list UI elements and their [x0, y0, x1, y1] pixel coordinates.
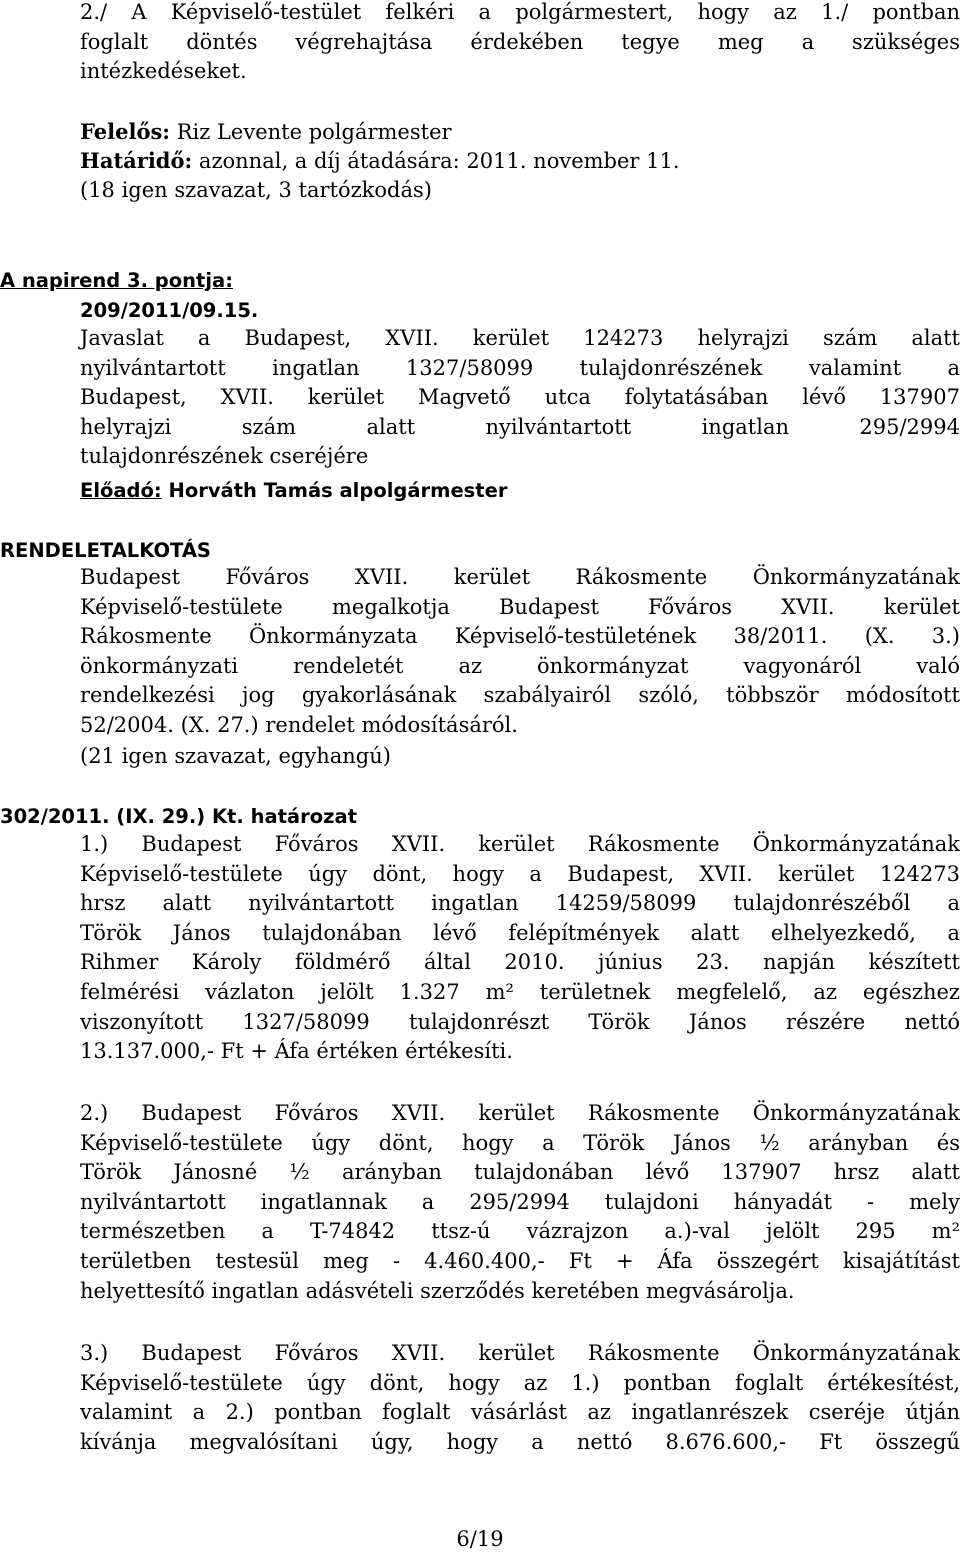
text-line: felmérési vázlaton jelölt 1.327 m² területnek megfelelő, az egészhez — [80, 979, 960, 1004]
resolution-heading: 302/2011. (IX. 29.) Kt. határozat — [0, 805, 357, 828]
agenda-number: 209/2011/09.15. — [80, 299, 259, 322]
text-line: területben testesül meg - 4.460.400,- Ft + Áfa összegért kisajátítást — [80, 1248, 960, 1273]
text-line: Képviselő-testülete úgy dönt, hogy a Budapest, XVII. kerület 124273 — [80, 861, 960, 886]
responsible-label: Felelős: — [80, 119, 171, 144]
text-line: 13.137.000,- Ft + Áfa értéken értékesíti. — [80, 1039, 513, 1064]
text-line: intézkedéseket. — [80, 59, 247, 84]
page-number: 6/19 — [456, 1527, 504, 1551]
text-line: helyettesítő ingatlan adásvételi szerződés keretében megvásárolja. — [80, 1278, 795, 1303]
resolution-point-1 — [80, 830, 960, 1067]
text-line: kívánja megvalósítani úgy, hogy a nettó 8.676.600,- Ft összegű — [80, 1429, 960, 1454]
text-line: nyilvántartott ingatlannak a 295/2994 tulajdoni hányadát - mely — [80, 1189, 960, 1214]
vote-result: (18 igen szavazat, 3 tartózkodás) — [80, 178, 432, 202]
text-line: Képviselő-testülete megalkotja Budapest Főváros XVII. kerület — [80, 594, 960, 619]
text-line: 52/2004. (X. 27.) rendelet módosításáról. — [80, 712, 518, 737]
text-line: önkormányzati rendeletét az önkormányzat vagyonáról való — [80, 653, 960, 678]
text-line: Rihmer Károly földmérő által 2010. június 23. napján készített — [80, 950, 960, 975]
text-line: 1.) Budapest Főváros XVII. kerület Rákosmente Önkormányzatának — [80, 832, 960, 856]
responsible-value: Riz Levente polgármester — [170, 120, 452, 144]
text-line: Képviselő-testülete úgy dönt, hogy az 1.) pontban foglalt értékesítést, — [80, 1370, 960, 1395]
resolution-point-2 — [80, 1099, 960, 1306]
presenter-line — [80, 476, 960, 506]
text-line: Török Jánosné ½ arányban tulajdonában lévő 137907 hrsz alatt — [80, 1160, 960, 1185]
text-line: Török János tulajdonában lévő felépítmények alatt elhelyezkedő, a — [80, 920, 960, 945]
text-line: Javaslat a Budapest, XVII. kerület 124273 helyrajzi szám alatt — [80, 326, 960, 350]
regulation-paragraph — [80, 563, 960, 741]
resolution-point-3 — [80, 1339, 960, 1457]
text-line: valamint a 2.) pontban foglalt vásárlást az ingatlanrészek cseréje útján — [80, 1400, 960, 1425]
item-2-paragraph — [80, 0, 960, 87]
responsible-line — [80, 117, 960, 148]
regulation-vote: (21 igen szavazat, egyhangú) — [80, 744, 391, 768]
text-line: hrsz alatt nyilvántartott ingatlan 14259/58099 tulajdonrészéből a — [80, 891, 960, 916]
text-line: rendelkezési jog gyakorlásának szabályairól szóló, többször módosított — [80, 683, 960, 708]
text-line: Rákosmente Önkormányzata Képviselő-testületének 38/2011. (X. 3.) — [80, 624, 960, 649]
deadline-label: Határidő: — [80, 148, 193, 173]
text-line: Budapest, XVII. kerület Magvető utca folytatásában lévő 137907 — [80, 385, 960, 410]
text-line: helyrajzi szám alatt nyilvántartott ingatlan 295/2994 — [80, 414, 960, 439]
presenter-name: Horváth Tamás alpolgármester — [161, 479, 508, 502]
text-line: Budapest Főváros XVII. kerület Rákosmente Önkormányzatának — [80, 565, 960, 589]
presenter-label: Előadó: — [80, 479, 162, 502]
regulation-heading: RENDELETALKOTÁS — [0, 539, 211, 562]
text-line: viszonyított 1327/58099 tulajdonrészt Török János részére nettó — [80, 1009, 960, 1034]
agenda-title: A napirend 3. pontja: — [0, 269, 234, 292]
text-line: tulajdonrészének cseréjére — [80, 444, 369, 469]
text-line: 2./ A Képviselő-testület felkéri a polgármestert, hogy az 1./ pontban — [80, 0, 960, 24]
text-line: 2.) Budapest Főváros XVII. kerület Rákosmente Önkormányzatának — [80, 1101, 960, 1125]
text-line: 3.) Budapest Főváros XVII. kerület Rákosmente Önkormányzatának — [80, 1341, 960, 1365]
deadline-value: azonnal, a díj átadására: 2011. november 11. — [192, 149, 680, 173]
text-line: természetben a T-74842 ttsz-ú vázrajzon a.)-val jelölt 295 m² — [80, 1219, 960, 1244]
text-line: Képviselő-testülete úgy dönt, hogy a Török János ½ arányban és — [80, 1130, 960, 1155]
deadline-line — [80, 146, 960, 177]
text-line: foglalt döntés végrehajtása érdekében tegye meg a szükséges — [80, 29, 960, 54]
agenda-proposal — [80, 324, 960, 472]
text-line: nyilvántartott ingatlan 1327/58099 tulajdonrészének valamint a — [80, 355, 960, 380]
